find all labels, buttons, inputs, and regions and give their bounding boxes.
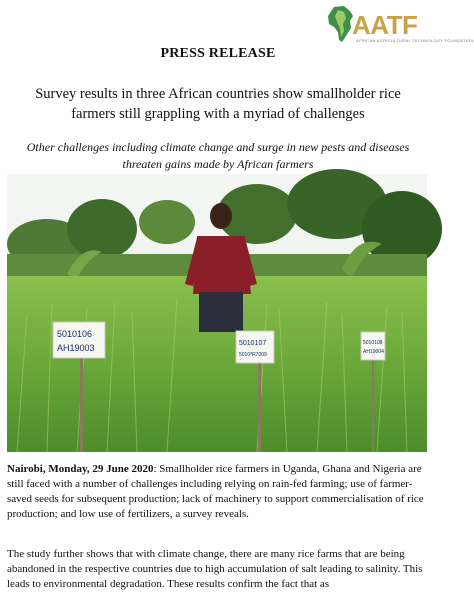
paragraph-1-text: : Smallholder rice farmers in Uganda, Ghana and Nigeria are still faced with a number of challenges including relying on rain-fed farming; use of farmer-saved seeds for subsequent production; lack of machinery to support commercialisation of rice production; and low use of fertilizers, a survey reveals. (7, 463, 424, 520)
tag-3-line2: AH19004 (363, 349, 384, 355)
paragraph-1 (7, 462, 427, 522)
page-title: PRESS RELEASE (160, 46, 276, 61)
tag-2-line2: 5010*R7009 (239, 352, 267, 358)
aatf-logo (326, 4, 474, 48)
paragraph-2: The study further shows that with climate change, there are many rice farms that are being abandoned in the respective countries due to high accumulation of salt leading to salinity. This leads to environmental degradation. These results confirm the fact that as (7, 548, 423, 590)
headline: Survey results in three African countries show smallholder rice farmers still grappling with a myriad of challenges (35, 86, 401, 122)
logo-text: AATF (352, 10, 418, 40)
tag-3-line1: 5010108 (363, 340, 383, 346)
farmer-in-rice-field-photo (7, 174, 427, 452)
tag-2-line1: 5010107 (239, 340, 267, 347)
tag-1-line1: 5010106 (57, 329, 93, 339)
dateline: Nairobi, Monday, 29 June 2020 (7, 463, 154, 475)
logo-tagline: AFRICAN AGRICULTURAL TECHNOLOGY FOUNDATION (356, 38, 474, 43)
tag-1-line2: AH19003 (57, 343, 95, 353)
subheadline: Other challenges including climate change and surge in new pests and diseases threaten gains made by African farmers (26, 140, 410, 171)
